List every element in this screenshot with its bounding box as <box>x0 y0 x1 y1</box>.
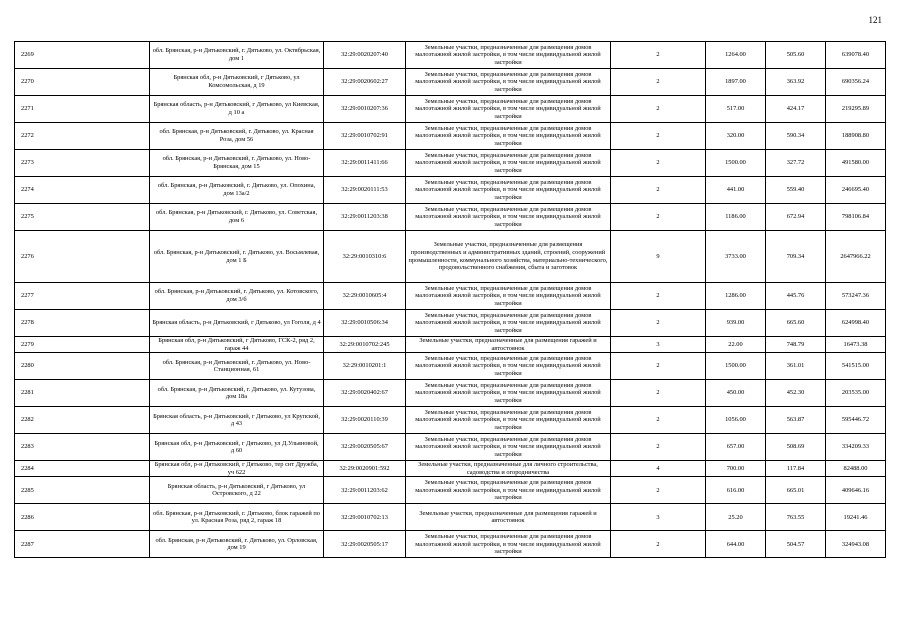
cadastral-value-cell: 16473.38 <box>826 337 886 353</box>
group-cell: 2 <box>611 531 706 558</box>
row-number: 2269 <box>15 42 150 69</box>
cadastral-number-cell: 32:29:0020602:27 <box>324 69 406 96</box>
land-use-cell: Земельные участки, предназначенные для размещения гаражей и автостоянок <box>406 504 611 531</box>
specific-value-cell: 445.76 <box>766 283 826 310</box>
address-cell: Брянская обл, р-н Дятьковский, г Дятьково, ул Комсомольская, д 19 <box>150 69 324 96</box>
table-row <box>15 434 886 461</box>
specific-value-cell: 504.57 <box>766 531 826 558</box>
group-cell: 2 <box>611 69 706 96</box>
page-number: 121 <box>868 15 882 25</box>
table-row <box>15 204 886 231</box>
table-row <box>15 407 886 434</box>
table-row <box>15 150 886 177</box>
row-number: 2284 <box>15 461 150 477</box>
row-number: 2282 <box>15 407 150 434</box>
row-number: 2270 <box>15 69 150 96</box>
row-number: 2286 <box>15 504 150 531</box>
row-number: 2280 <box>15 353 150 380</box>
land-use-cell: Земельные участки, предназначенные для размещения гаражей и автостоянок <box>406 337 611 353</box>
land-use-cell: Земельные участки, предназначенные для размещения производственных и административных зданий, строений, сооружений промышленности, коммунального хозяйства, материально-технического, продовольственного снабжения, сбыта и заготовок <box>406 231 611 283</box>
address-cell: обл. Брянская, р-н Дятьковский, г. Дятьково, ул. Опохина, дом 13а/2 <box>150 177 324 204</box>
group-cell: 2 <box>611 310 706 337</box>
cadastral-value-cell: 82488.00 <box>826 461 886 477</box>
group-cell: 4 <box>611 461 706 477</box>
address-cell: обл. Брянская, р-н Дятьковский, г. Дятьково, ул. Красная Роза, дом 56 <box>150 123 324 150</box>
group-cell: 3 <box>611 504 706 531</box>
group-cell: 2 <box>611 283 706 310</box>
cadastral-number-cell: 32:29:0010702:245 <box>324 337 406 353</box>
specific-value-cell: 590.34 <box>766 123 826 150</box>
address-cell: обл. Брянская, р-н Дятьковский, г. Дятьково, ул. Ново-Брянская, дом 15 <box>150 150 324 177</box>
group-cell: 2 <box>611 407 706 434</box>
land-use-cell: Земельные участки, предназначенные для размещения домов малоэтажной жилой застройки, в том числе индивидуальной жилой застройки <box>406 283 611 310</box>
cadastral-value-cell: 639078.40 <box>826 42 886 69</box>
table-row <box>15 123 886 150</box>
area-cell: 3733.00 <box>706 231 766 283</box>
cadastral-number-cell: 32:29:0010702:13 <box>324 504 406 531</box>
row-number: 2277 <box>15 283 150 310</box>
area-cell: 1286.00 <box>706 283 766 310</box>
specific-value-cell: 424.17 <box>766 96 826 123</box>
cadastral-number-cell: 32:29:0020402:67 <box>324 380 406 407</box>
area-cell: 441.00 <box>706 177 766 204</box>
land-use-cell: Земельные участки, предназначенные для размещения домов малоэтажной жилой застройки, в том числе индивидуальной жилой застройки <box>406 353 611 380</box>
cadastral-value-cell: 409646.16 <box>826 477 886 504</box>
specific-value-cell: 117.84 <box>766 461 826 477</box>
area-cell: 1500.00 <box>706 150 766 177</box>
specific-value-cell: 327.72 <box>766 150 826 177</box>
area-cell: 1500.00 <box>706 353 766 380</box>
land-use-cell: Земельные участки, предназначенные для размещения домов малоэтажной жилой застройки, в том числе индивидуальной жилой застройки <box>406 150 611 177</box>
area-cell: 1056.00 <box>706 407 766 434</box>
area-cell: 320.00 <box>706 123 766 150</box>
area-cell: 450.00 <box>706 380 766 407</box>
land-use-cell: Земельные участки, предназначенные для размещения домов малоэтажной жилой застройки, в том числе индивидуальной жилой застройки <box>406 380 611 407</box>
area-cell: 1186.00 <box>706 204 766 231</box>
row-number: 2274 <box>15 177 150 204</box>
cadastral-number-cell: 32:29:0020505:67 <box>324 434 406 461</box>
cadastral-number-cell: 32:29:0020901:592 <box>324 461 406 477</box>
address-cell: Брянская обл, р-н Дятьковский, г Дятьково, ул Д.Ульяновой, д 60 <box>150 434 324 461</box>
area-cell: 644.00 <box>706 531 766 558</box>
land-use-cell: Земельные участки, предназначенные для размещения домов малоэтажной жилой застройки, в том числе индивидуальной жилой застройки <box>406 477 611 504</box>
area-cell: 25.20 <box>706 504 766 531</box>
cadastral-number-cell: 32:29:0020505:17 <box>324 531 406 558</box>
row-number: 2275 <box>15 204 150 231</box>
cadastral-value-cell: 219295.89 <box>826 96 886 123</box>
group-cell: 2 <box>611 177 706 204</box>
row-number: 2276 <box>15 231 150 283</box>
specific-value-cell: 559.40 <box>766 177 826 204</box>
group-cell: 2 <box>611 434 706 461</box>
row-number: 2271 <box>15 96 150 123</box>
table-row <box>15 353 886 380</box>
cadastral-number-cell: 32:29:0011411:66 <box>324 150 406 177</box>
table-row <box>15 531 886 558</box>
group-cell: 3 <box>611 337 706 353</box>
cadastral-value-cell: 334209.33 <box>826 434 886 461</box>
cadastral-number-cell: 32:29:0020110:39 <box>324 407 406 434</box>
group-cell: 2 <box>611 477 706 504</box>
address-cell: обл. Брянская, р-н Дятьковский, г. Дятьково, ул. Восьмлевая, дом 1 Б <box>150 231 324 283</box>
area-cell: 939.00 <box>706 310 766 337</box>
address-cell: Брянская обл, р-н Дятьковский, г Дятьково, тер снт Дружба, уч 622 <box>150 461 324 477</box>
land-use-cell: Земельные участки, предназначенные для размещения домов малоэтажной жилой застройки, в том числе индивидуальной жилой застройки <box>406 177 611 204</box>
row-number: 2279 <box>15 337 150 353</box>
table-row <box>15 69 886 96</box>
specific-value-cell: 452.30 <box>766 380 826 407</box>
table-row <box>15 283 886 310</box>
area-cell: 22.00 <box>706 337 766 353</box>
cadastral-number-cell: 32:29:0020111:53 <box>324 177 406 204</box>
cadastral-value-cell: 595446.72 <box>826 407 886 434</box>
land-use-cell: Земельные участки, предназначенные для размещения домов малоэтажной жилой застройки, в том числе индивидуальной жилой застройки <box>406 204 611 231</box>
row-number: 2285 <box>15 477 150 504</box>
address-cell: обл. Брянская, р-н Дятьковский, г. Дятьково, ул. Кутузова, дом 18а <box>150 380 324 407</box>
cadastral-value-cell: 188908.80 <box>826 123 886 150</box>
cadastral-number-cell: 32:29:0010605:4 <box>324 283 406 310</box>
address-cell: Брянская область, р-н Дятьковский, г Дятьково, ул Гоголя, д 4 <box>150 310 324 337</box>
specific-value-cell: 508.69 <box>766 434 826 461</box>
cadastral-value-cell: 798106.84 <box>826 204 886 231</box>
row-number: 2278 <box>15 310 150 337</box>
table-row <box>15 477 886 504</box>
land-use-cell: Земельные участки, предназначенные для размещения домов малоэтажной жилой застройки, в том числе индивидуальной жилой застройки <box>406 42 611 69</box>
table-row <box>15 337 886 353</box>
cadastral-value-cell: 203535.00 <box>826 380 886 407</box>
address-cell: обл. Брянская, р-н Дятьковский, г. Дятьково, ул. Котовского, дом 3/б <box>150 283 324 310</box>
address-cell: Брянская обл, р-н Дятьковский, г Дятьково, ГСК-2, ряд 2, гараж 44 <box>150 337 324 353</box>
cadastral-number-cell: 32:29:0011203:38 <box>324 204 406 231</box>
address-cell: обл. Брянская, р-н Дятьковский, г. Дятьково, ул. Орловская, дом 19 <box>150 531 324 558</box>
land-use-cell: Земельные участки, предназначенные для размещения домов малоэтажной жилой застройки, в том числе индивидуальной жилой застройки <box>406 123 611 150</box>
land-use-cell: Земельные участки, предназначенные для размещения домов малоэтажной жилой застройки, в том числе индивидуальной жилой застройки <box>406 407 611 434</box>
cadastral-value-cell: 541515.00 <box>826 353 886 380</box>
land-use-cell: Земельные участки, предназначенные для размещения домов малоэтажной жилой застройки, в том числе индивидуальной жилой застройки <box>406 531 611 558</box>
row-number: 2281 <box>15 380 150 407</box>
cadastral-number-cell: 32:29:0010506:34 <box>324 310 406 337</box>
row-number: 2283 <box>15 434 150 461</box>
land-use-cell: Земельные участки, предназначенные для размещения домов малоэтажной жилой застройки, в том числе индивидуальной жилой застройки <box>406 310 611 337</box>
group-cell: 2 <box>611 204 706 231</box>
group-cell: 2 <box>611 353 706 380</box>
land-use-cell: Земельные участки, предназначенные для размещения домов малоэтажной жилой застройки, в том числе индивидуальной жилой застройки <box>406 69 611 96</box>
table-row <box>15 504 886 531</box>
cadastral-number-cell: 32:29:0010207:36 <box>324 96 406 123</box>
address-cell: Брянская область, р-н Дятьковский, г Дятьково, ул Островского, д 22 <box>150 477 324 504</box>
area-cell: 616.00 <box>706 477 766 504</box>
specific-value-cell: 665.01 <box>766 477 826 504</box>
group-cell: 2 <box>611 96 706 123</box>
specific-value-cell: 709.34 <box>766 231 826 283</box>
row-number: 2273 <box>15 150 150 177</box>
address-cell: Брянская область, р-н Дятьковский, г Дятьково, ул Киевская, д 10 а <box>150 96 324 123</box>
specific-value-cell: 763.55 <box>766 504 826 531</box>
table-row <box>15 42 886 69</box>
cadastral-value-cell: 491580.00 <box>826 150 886 177</box>
land-use-cell: Земельные участки, предназначенные для личного строительства, садоводства и огородничества <box>406 461 611 477</box>
cadastral-number-cell: 32:29:0010702:91 <box>324 123 406 150</box>
address-cell: обл. Брянская, р-н Дятьковский, г. Дятьково, ул. Ново-Станционная, 61 <box>150 353 324 380</box>
specific-value-cell: 363.92 <box>766 69 826 96</box>
group-cell: 2 <box>611 123 706 150</box>
cadastral-number-cell: 32:29:0011203:62 <box>324 477 406 504</box>
specific-value-cell: 505.60 <box>766 42 826 69</box>
address-cell: обл. Брянская, р-н Дятьковский, г. Дятьково, блок гаражей по ул. Красная Роза, ряд 2, гараж 18 <box>150 504 324 531</box>
table-row <box>15 380 886 407</box>
cadastral-value-cell: 2647966.22 <box>826 231 886 283</box>
cadastral-value-table <box>14 41 886 558</box>
cadastral-number-cell: 32:29:0010310:6 <box>324 231 406 283</box>
specific-value-cell: 361.01 <box>766 353 826 380</box>
specific-value-cell: 665.60 <box>766 310 826 337</box>
cadastral-value-cell: 690356.24 <box>826 69 886 96</box>
specific-value-cell: 748.79 <box>766 337 826 353</box>
group-cell: 2 <box>611 380 706 407</box>
specific-value-cell: 563.87 <box>766 407 826 434</box>
table-row <box>15 96 886 123</box>
land-use-cell: Земельные участки, предназначенные для размещения домов малоэтажной жилой застройки, в том числе индивидуальной жилой застройки <box>406 96 611 123</box>
cadastral-value-cell: 19241.46 <box>826 504 886 531</box>
area-cell: 517.00 <box>706 96 766 123</box>
group-cell: 2 <box>611 42 706 69</box>
row-number: 2272 <box>15 123 150 150</box>
address-cell: обл. Брянская, р-н Дятьковский, г. Дятьково, ул. Советская, дом 6 <box>150 204 324 231</box>
group-cell: 2 <box>611 150 706 177</box>
area-cell: 1264.00 <box>706 42 766 69</box>
group-cell: 9 <box>611 231 706 283</box>
address-cell: Брянская область, р-н Дятьковский, г Дятьково, ул Крупской, д 43 <box>150 407 324 434</box>
cadastral-number-cell: 32:29:0010201:1 <box>324 353 406 380</box>
area-cell: 1897.00 <box>706 69 766 96</box>
area-cell: 657.00 <box>706 434 766 461</box>
table-row <box>15 231 886 283</box>
table-row <box>15 310 886 337</box>
cadastral-value-cell: 324943.08 <box>826 531 886 558</box>
table-row <box>15 177 886 204</box>
row-number: 2287 <box>15 531 150 558</box>
cadastral-value-cell: 573247.36 <box>826 283 886 310</box>
table-row <box>15 461 886 477</box>
area-cell: 700.00 <box>706 461 766 477</box>
address-cell: обл. Брянская, р-н Дятьковский, г. Дятьково, ул. Октябрьская, дом 1 <box>150 42 324 69</box>
cadastral-value-cell: 624998.40 <box>826 310 886 337</box>
cadastral-number-cell: 32:29:0020207:40 <box>324 42 406 69</box>
cadastral-value-cell: 246695.40 <box>826 177 886 204</box>
land-use-cell: Земельные участки, предназначенные для размещения домов малоэтажной жилой застройки, в том числе индивидуальной жилой застройки <box>406 434 611 461</box>
specific-value-cell: 672.94 <box>766 204 826 231</box>
